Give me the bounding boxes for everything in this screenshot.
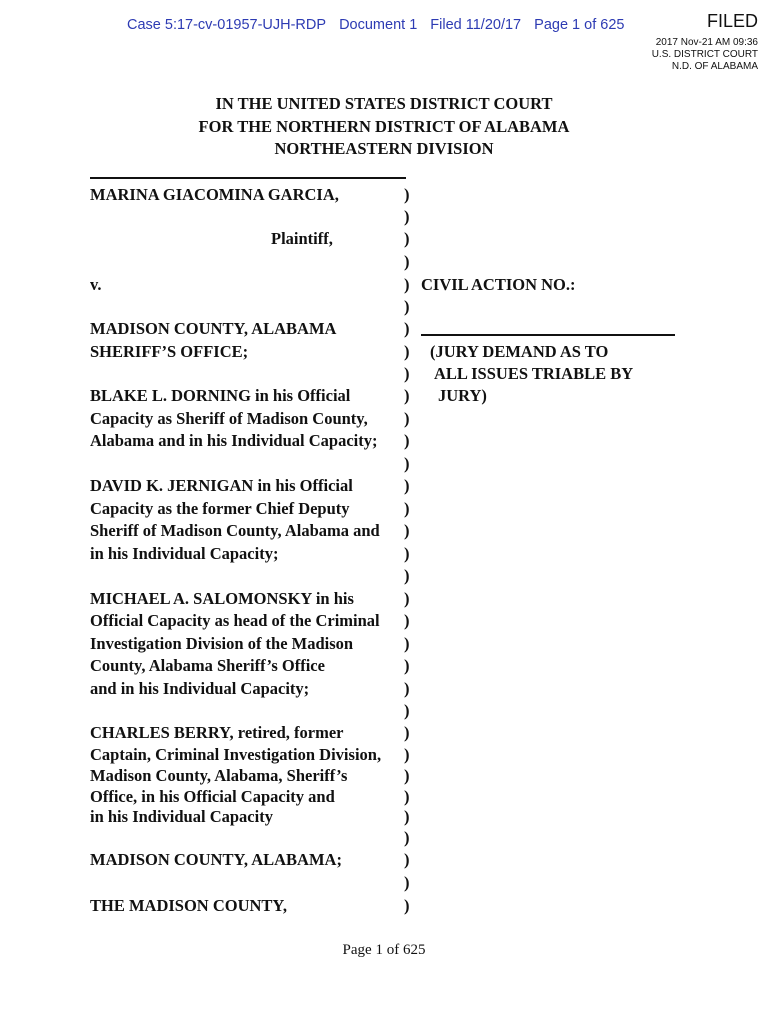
case-header-stamp bbox=[127, 17, 633, 33]
caption-paren: ) bbox=[404, 807, 410, 826]
caption-paren: ) bbox=[404, 566, 410, 585]
caption-paren: ) bbox=[404, 297, 410, 316]
caption-paren: ) bbox=[404, 319, 410, 338]
caption-paren: ) bbox=[404, 745, 410, 764]
filed-label: FILED bbox=[706, 11, 758, 31]
case-number: Case 5:17-cv-01957-UJH-RDP bbox=[127, 17, 327, 33]
caption-line: MADISON COUNTY, ALABAMA; bbox=[90, 850, 342, 869]
caption-line: Capacity as the former Chief Deputy bbox=[90, 499, 350, 518]
caption-paren: ) bbox=[404, 544, 410, 563]
caption-line: MICHAEL A. SALOMONSKY in his bbox=[90, 589, 354, 608]
caption-paren: ) bbox=[404, 634, 410, 653]
caption-paren: ) bbox=[404, 185, 410, 204]
caption-paren: ) bbox=[404, 611, 410, 630]
caption-paren: ) bbox=[404, 207, 410, 226]
page-footer: Page 1 of 625 bbox=[342, 942, 426, 958]
caption-paren: ) bbox=[404, 409, 410, 428]
caption-paren: ) bbox=[404, 766, 410, 785]
caption-paren: ) bbox=[404, 454, 410, 473]
caption-paren: ) bbox=[404, 431, 410, 450]
caption-line: SHERIFF’S OFFICE; bbox=[90, 342, 249, 361]
jury-demand-line3: JURY) bbox=[438, 386, 487, 405]
filed-timestamp: 2017 Nov-21 AM 09:36 bbox=[655, 37, 758, 48]
filed-court-line1: U.S. DISTRICT COURT bbox=[651, 49, 758, 60]
caption-line: in his Individual Capacity; bbox=[90, 544, 279, 563]
caption-line: Capacity as Sheriff of Madison County, bbox=[90, 409, 368, 428]
caption-paren: ) bbox=[404, 521, 410, 540]
caption-line: THE MADISON COUNTY, bbox=[90, 896, 287, 915]
caption-line: Official Capacity as head of the Criminal bbox=[90, 611, 380, 630]
court-heading-line2: FOR THE NORTHERN DISTRICT OF ALABAMA bbox=[198, 117, 570, 136]
caption-line: Madison County, Alabama, Sheriff’s bbox=[90, 766, 348, 785]
civil-action-label: CIVIL ACTION NO.: bbox=[421, 275, 576, 294]
caption-paren: ) bbox=[404, 850, 410, 869]
caption-top-rule bbox=[90, 177, 406, 179]
court-heading-line3: NORTHEASTERN DIVISION bbox=[274, 139, 494, 158]
caption-line: Plaintiff, bbox=[271, 229, 333, 248]
caption-paren: ) bbox=[404, 364, 410, 383]
jury-demand-line1: (JURY DEMAND AS TO bbox=[430, 342, 609, 361]
caption-line: MADISON COUNTY, ALABAMA bbox=[90, 319, 337, 338]
caption-line: CHARLES BERRY, retired, former bbox=[90, 723, 344, 742]
caption-line: County, Alabama Sheriff’s Office bbox=[90, 656, 325, 675]
caption-line: BLAKE L. DORNING in his Official bbox=[90, 386, 351, 405]
caption-line: Sheriff of Madison County, Alabama and bbox=[90, 521, 380, 540]
filed-court-line2: N.D. OF ALABAMA bbox=[671, 61, 758, 72]
caption-paren: ) bbox=[404, 275, 410, 294]
caption-paren: ) bbox=[404, 229, 410, 248]
court-heading-line1: IN THE UNITED STATES DISTRICT COURT bbox=[215, 94, 553, 113]
filed-date: Filed 11/20/17 bbox=[430, 17, 522, 33]
caption-paren: ) bbox=[404, 342, 410, 361]
caption-line: Investigation Division of the Madison bbox=[90, 634, 354, 653]
caption-line: MARINA GIACOMINA GARCIA, bbox=[90, 185, 339, 204]
caption-line: in his Individual Capacity bbox=[90, 807, 273, 826]
caption-line: and in his Individual Capacity; bbox=[90, 679, 310, 698]
caption-paren: ) bbox=[404, 828, 410, 847]
caption-paren: ) bbox=[404, 589, 410, 608]
caption-line: Captain, Criminal Investigation Division, bbox=[90, 745, 382, 764]
caption-paren: ) bbox=[404, 252, 410, 271]
caption-line: DAVID K. JERNIGAN in his Official bbox=[90, 476, 353, 495]
caption-paren: ) bbox=[404, 499, 410, 518]
civil-action-number-rule bbox=[421, 334, 675, 336]
caption-line: v. bbox=[90, 275, 102, 294]
caption-paren: ) bbox=[404, 723, 410, 742]
caption-line: Office, in his Official Capacity and bbox=[90, 787, 335, 806]
header-page-count: Page 1 of 625 bbox=[534, 17, 625, 33]
caption-paren: ) bbox=[404, 896, 410, 915]
caption-line: Alabama and in his Individual Capacity; bbox=[90, 431, 378, 450]
jury-demand-line2: ALL ISSUES TRIABLE BY bbox=[434, 364, 634, 383]
caption-paren: ) bbox=[404, 679, 410, 698]
document-number: Document 1 bbox=[339, 17, 418, 33]
caption-paren: ) bbox=[404, 701, 410, 720]
caption-paren: ) bbox=[404, 656, 410, 675]
caption-paren: ) bbox=[404, 873, 410, 892]
caption-paren: ) bbox=[404, 386, 410, 405]
caption-paren: ) bbox=[404, 476, 410, 495]
caption-paren: ) bbox=[404, 787, 410, 806]
